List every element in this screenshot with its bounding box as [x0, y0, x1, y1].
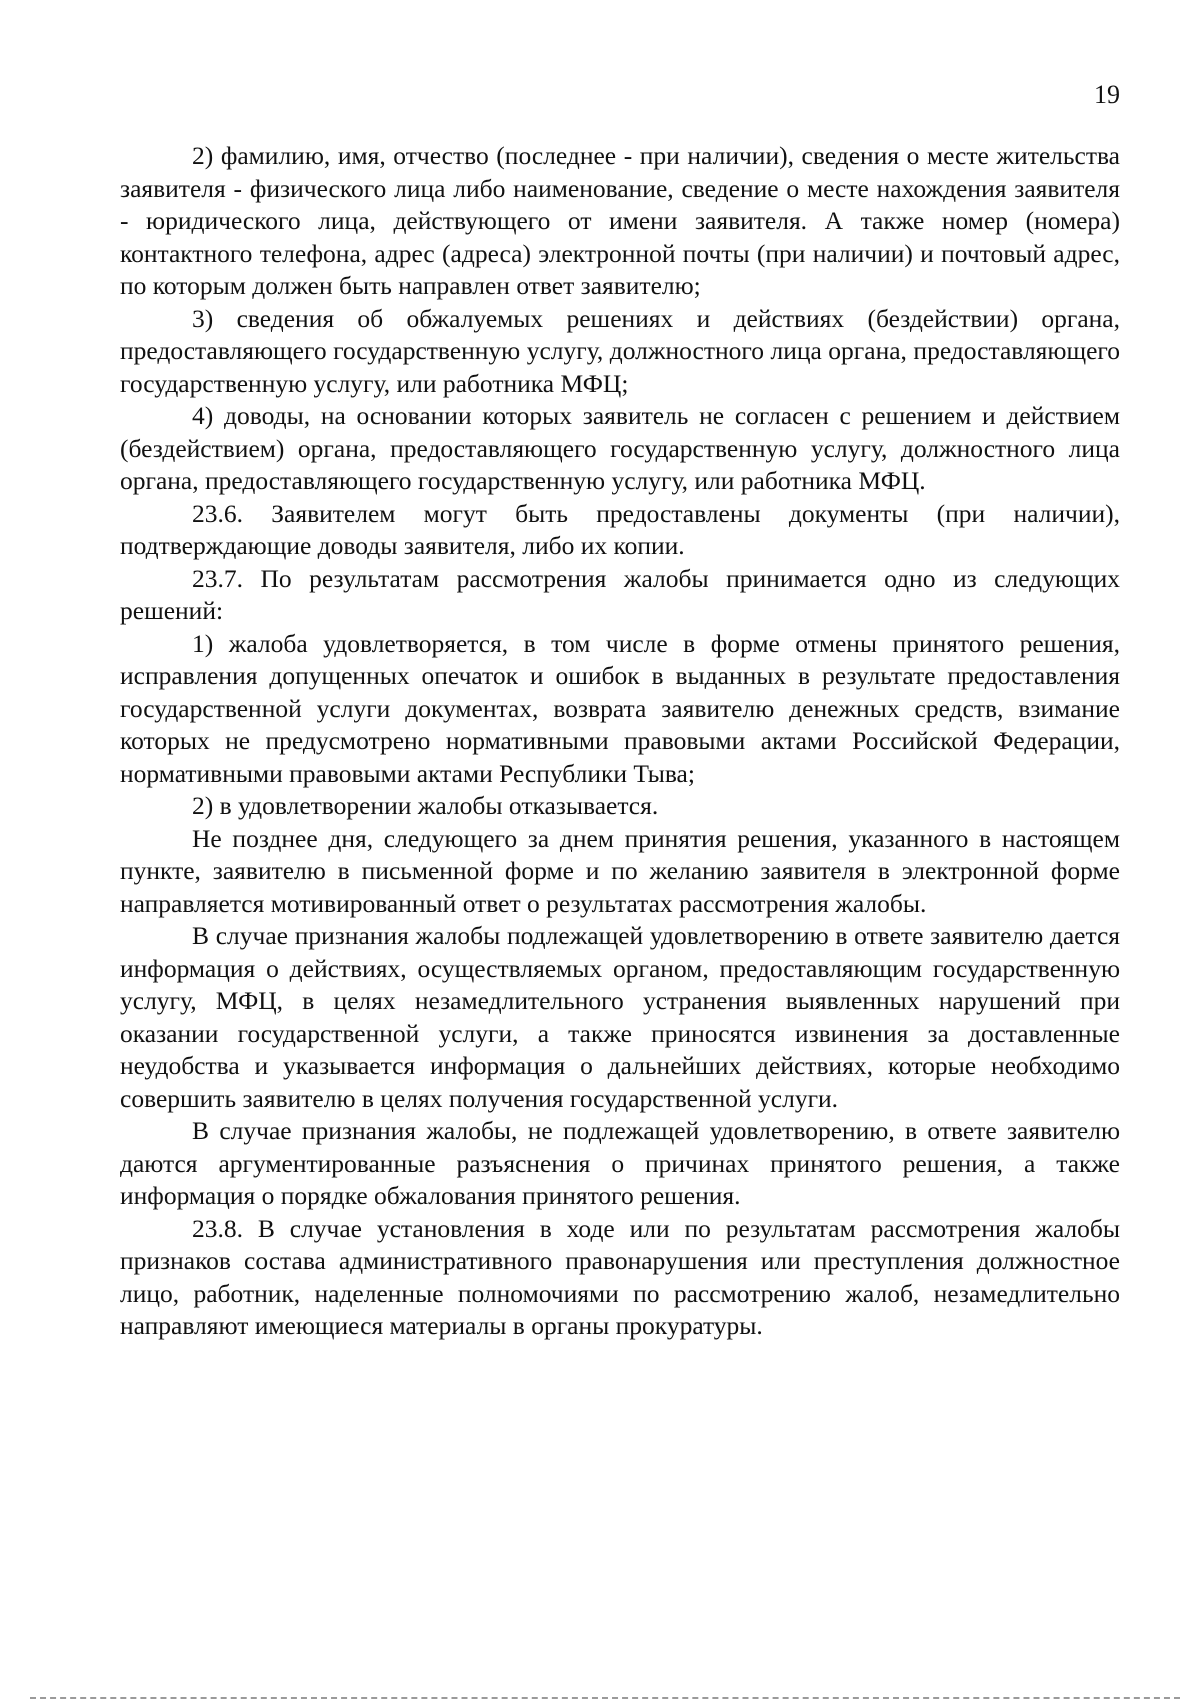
paragraph-reasoned-response: Не позднее дня, следующего за днем принятия решения, указанного в настоящем пункте, заявителю в письменной форме и по желанию заявителя в электронной форме направляется мотивированный ответ о результатах рассмотрения жалобы.	[120, 823, 1120, 918]
paragraph-23-6: 23.6. Заявителем могут быть предоставлены документы (при наличии), подтверждающие доводы заявителя, либо их копии.	[120, 498, 1120, 560]
paragraph-item-4-arguments: 4) доводы, на основании которых заявитель не согласен с решением и действием (бездействием) органа, предоставляющего государственную услугу, должностного лица органа, предоставляющего государственную услугу, или работника МФЦ.	[120, 401, 1120, 495]
page-number: 19	[1094, 80, 1120, 109]
paragraph-decision-1-satisfied: 1) жалоба удовлетворяется, в том числе в форме отмены принятого решения, исправления допущенных опечаток и ошибок в выданных в результате предоставления государственной услуги документах, возврата заявителю денежных средств, взимание которых не предусмотрено нормативными правовыми актами Российской Федерации, нормативными правовыми актами Республики Тыва;	[120, 628, 1120, 788]
paragraph-item-2-applicant-details: 2) фамилию, имя, отчество (последнее - при наличии), сведения о месте жительства заявителя - физического лица либо наименование, сведение о месте нахождения заявителя - юридического лица, действующего от имени заявителя. А также номер (номера) контактного телефона, адрес (адреса) электронной почты (при наличии) и почтовый адрес, по которым должен быть направлен ответ заявителю;	[120, 141, 1120, 300]
paragraph-complaint-satisfied-info: В случае признания жалобы подлежащей удовлетворению в ответе заявителю дается информация о действиях, осуществляемых органом, предоставляющим государственную услугу, МФЦ, в целях незамедлительного устранения выявленных нарушений при оказании государственной услуги, а также приносятся извинения за доставленные неудобства и указывается информация о дальнейших действиях, которые необходимо совершить заявителю в целях получения государственной услуги.	[120, 921, 1120, 1113]
paragraph-complaint-rejected-info: В случае признания жалобы, не подлежащей удовлетворению, в ответе заявителю даются аргументированные разъяснения о причинах принятого решения, а также информация о порядке обжалования принятого решения.	[120, 1116, 1120, 1210]
paragraph-23-7: 23.7. По результатам рассмотрения жалобы принимается одно из следующих решений:	[120, 563, 1120, 625]
bottom-scan-edge-line	[30, 1697, 1180, 1699]
paragraph-23-8: 23.8. В случае установления в ходе или по результатам рассмотрения жалобы признаков состава административного правонарушения или преступления должностное лицо, работник, наделенные полномочиями по рассмотрению жалоб, незамедлительно направляют имеющиеся материалы в органы прокуратуры.	[120, 1213, 1120, 1340]
paragraph-decision-2-refused: 2) в удовлетворении жалобы отказывается.	[192, 791, 659, 820]
paragraph-item-3-appealed-decisions: 3) сведения об обжалуемых решениях и действиях (бездействии) органа, предоставляющего государственную услугу, должностного лица органа, предоставляющего государственную услугу, или работника МФЦ;	[120, 303, 1120, 398]
document-body	[120, 140, 1120, 1343]
